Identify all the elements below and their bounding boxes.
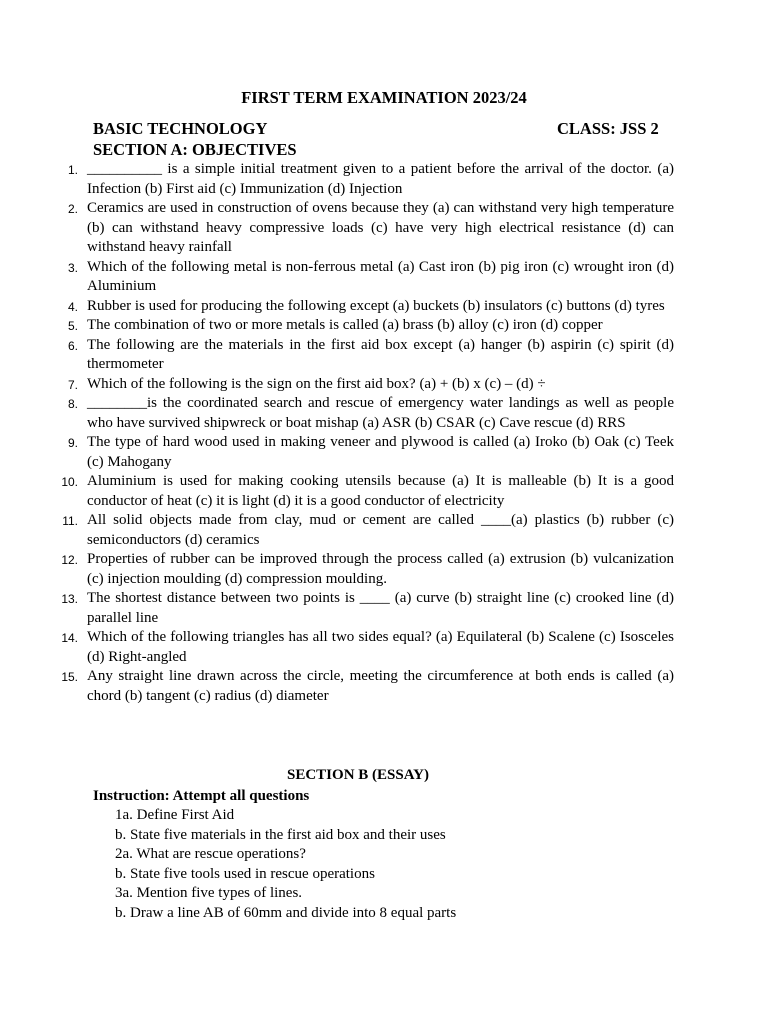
question-text: Which of the following triangles has all two sides equal? (a) Equilateral (b) Scalene (c) Isosceles (d) Right-angled bbox=[87, 629, 674, 665]
question-number: 3. bbox=[67, 260, 78, 275]
question-item bbox=[0, 667, 768, 706]
section-b-heading: SECTION B (ESSAY) bbox=[287, 767, 429, 783]
question-text: Aluminium is used for making cooking utensils because (a) It is malleable (b) It is a good conductor of heat (c) it is light (d) it is a good conductor of electricity bbox=[87, 473, 674, 509]
question-number: 1. bbox=[67, 163, 78, 177]
objective-questions-list bbox=[0, 160, 768, 706]
question-item bbox=[0, 511, 768, 550]
question-text: The following are the materials in the first aid box except (a) hanger (b) aspirin (c) spirit (d) thermometer bbox=[87, 336, 674, 372]
question-item bbox=[0, 628, 768, 667]
question-number: 13. bbox=[61, 592, 78, 606]
question-item bbox=[0, 472, 768, 511]
question-number: 5. bbox=[67, 319, 78, 333]
subject-heading: BASIC TECHNOLOGY bbox=[93, 119, 268, 138]
question-number: 9. bbox=[67, 436, 78, 450]
question-text: The combination of two or more metals is called (a) brass (b) alloy (c) iron (d) copper bbox=[87, 317, 603, 333]
question-text: The shortest distance between two points is ____ (a) curve (b) straight line (c) crooked line (d) parallel line bbox=[87, 590, 674, 626]
essay-item: 1a. Define First Aid bbox=[115, 807, 235, 823]
question-item bbox=[0, 199, 768, 258]
question-number: 4. bbox=[67, 299, 78, 314]
question-number: 8. bbox=[67, 397, 78, 411]
question-item bbox=[0, 394, 768, 433]
essay-item: b. Draw a line AB of 60mm and divide into 8 equal parts bbox=[115, 904, 457, 921]
question-number: 11. bbox=[62, 514, 78, 528]
essay-item: 2a. What are rescue operations? bbox=[115, 846, 306, 863]
class-label: CLASS: JSS 2 bbox=[557, 119, 659, 138]
question-text: Which of the following is the sign on the first aid box? (a) + (b) x (c) – (d) ÷ bbox=[87, 375, 546, 392]
question-item bbox=[0, 550, 768, 589]
question-item bbox=[0, 297, 768, 317]
question-number: 12. bbox=[61, 553, 78, 567]
question-item bbox=[0, 160, 768, 199]
essay-questions-list bbox=[115, 806, 456, 924]
exam-title: FIRST TERM EXAMINATION 2023/24 bbox=[241, 88, 527, 107]
question-number: 7. bbox=[67, 377, 78, 392]
question-text: Properties of rubber can be improved through the process called (a) extrusion (b) vulcanization (c) injection moulding (d) compression moulding. bbox=[87, 551, 674, 587]
question-item bbox=[0, 433, 768, 472]
question-number: 6. bbox=[67, 338, 78, 353]
question-text: __________ is a simple initial treatment given to a patient before the arrival of the doctor. (a) Infection (b) First aid (c) Immunization (d) Injection bbox=[87, 161, 674, 197]
question-text: Ceramics are used in construction of ovens because they (a) can withstand very high temperature (b) can withstand heavy compressive loads (c) have very high electrical resistance (d) can withstand heavy rainfall bbox=[87, 200, 674, 255]
essay-item: b. State five tools used in rescue operations bbox=[115, 865, 375, 882]
question-item bbox=[0, 375, 768, 395]
question-text: Rubber is used for producing the following except (a) buckets (b) insulators (c) buttons (d) tyres bbox=[87, 297, 665, 314]
question-text: ________is the coordinated search and rescue of emergency water landings as well as people who have survived shipwreck or boat mishap (a) ASR (b) CSAR (c) Cave rescue (d) RRS bbox=[87, 395, 674, 431]
question-item bbox=[0, 589, 768, 628]
question-number: 14. bbox=[61, 631, 78, 645]
essay-item: b. State five materials in the first aid box and their uses bbox=[115, 826, 446, 843]
question-text: The type of hard wood used in making veneer and plywood is called (a) Iroko (b) Oak (c) Teek (c) Mahogany bbox=[87, 434, 674, 470]
question-text: Any straight line drawn across the circle, meeting the circumference at both ends is called (a) chord (b) tangent (c) radius (d) diameter bbox=[87, 668, 674, 704]
question-item bbox=[0, 336, 768, 375]
question-item bbox=[0, 258, 768, 297]
essay-item: 3a. Mention five types of lines. bbox=[115, 885, 303, 902]
question-text: Which of the following metal is non-ferrous metal (a) Cast iron (b) pig iron (c) wrought iron (d) Aluminium bbox=[87, 258, 674, 294]
question-text: All solid objects made from clay, mud or cement are called ____(a) plastics (b) rubber (c) semiconductors (d) ceramics bbox=[87, 512, 674, 548]
question-number: 15. bbox=[61, 670, 78, 684]
question-number: 2. bbox=[67, 202, 78, 216]
section-a-heading: SECTION A: OBJECTIVES bbox=[93, 140, 297, 159]
question-item bbox=[0, 316, 768, 336]
question-number: 10. bbox=[61, 475, 78, 489]
instruction-text: Instruction: Attempt all questions bbox=[93, 788, 310, 804]
